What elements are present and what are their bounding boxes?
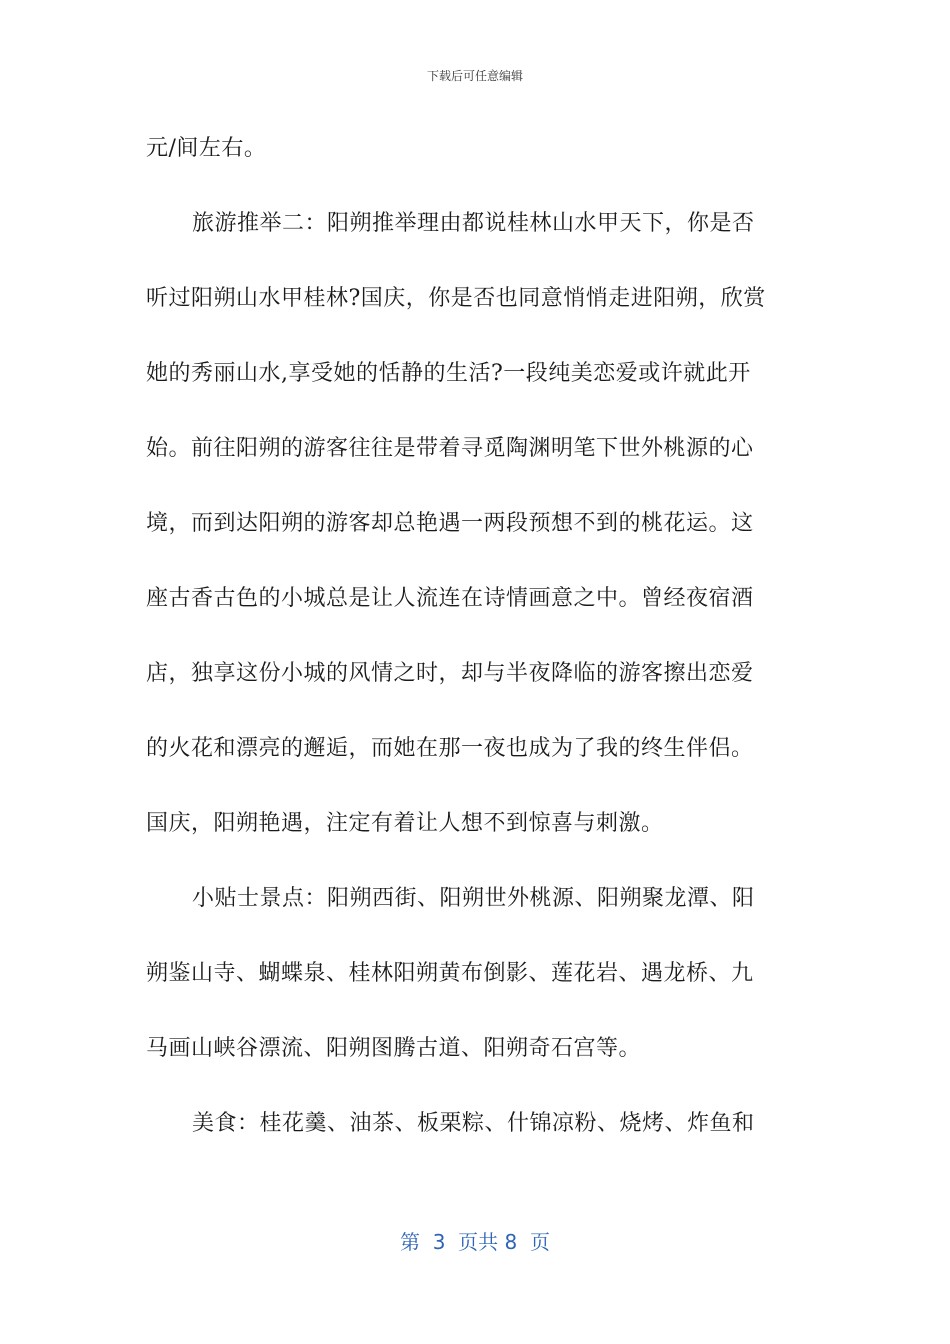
text-line: 小贴士景点：阳朔西街、阳朔世外桃源、阳朔聚龙潭、阳 [192, 886, 755, 911]
text-line: 始。前往阳朔的游客往往是带着寻觅陶渊明笔下世外桃源的心 [146, 436, 754, 461]
text-line: 境，而到达阳朔的游客却总艳遇一两段预想不到的桃花运。这 [146, 511, 754, 536]
text-line: 的火花和漂亮的邂逅，而她在那一夜也成为了我的终生伴侣。 [146, 736, 754, 761]
text-line: 座古香古色的小城总是让人流连在诗情画意之中。曾经夜宿酒 [146, 586, 754, 611]
document-body [146, 124, 806, 1174]
text-line: 店，独享这份小城的风情之时，却与半夜降临的游客擦出恋爱 [146, 661, 754, 686]
text-line: 元/间左右。 [146, 136, 267, 161]
text-line: 听过阳朔山水甲桂林?国庆，你是否也同意悄悄走进阳朔，欣赏 [146, 286, 766, 311]
text-line: 朔鉴山寺、蝴蝶泉、桂林阳朔黄布倒影、莲花岩、遇龙桥、九 [146, 961, 754, 986]
text-line: 旅游推举二：阳朔推举理由都说桂林山水甲天下，你是否 [192, 211, 755, 236]
text-line: 国庆，阳朔艳遇，注定有着让人想不到惊喜与刺激。 [146, 811, 664, 836]
text-line: 马画山峡谷漂流、阳朔图腾古道、阳朔奇石宫等。 [146, 1036, 642, 1061]
header-note: 下载后可任意编辑 [426, 69, 523, 83]
text-line: 她的秀丽山水,享受她的恬静的生活?一段纯美恋爱或许就此开 [146, 361, 751, 386]
page-number-footer: 第 3 页共 8 页 [400, 1230, 550, 1254]
text-line: 美食：桂花羹、油茶、板栗粽、什锦凉粉、烧烤、炸鱼和 [192, 1111, 755, 1136]
